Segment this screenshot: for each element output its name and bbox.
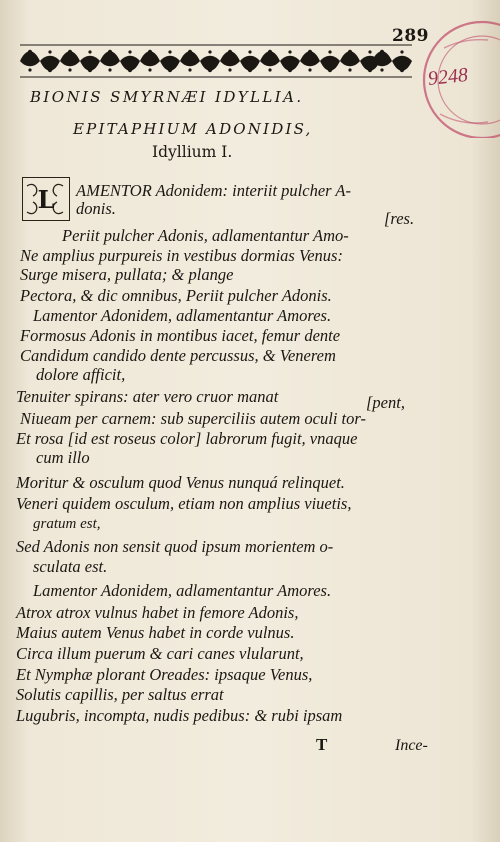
- text-line: Lamentor Adonidem, adlamentantur Amores.: [33, 581, 332, 600]
- text-line: Lugubris, incompta, nudis pedibus: & rubi ipsam: [16, 706, 343, 725]
- ornamental-headpiece: [20, 44, 412, 78]
- text-line: Sed Adonis non sensit quod ipsum morientem o-: [16, 537, 334, 556]
- text-line: Veneri quidem osculum, etiam non amplius viuetis,: [16, 494, 352, 513]
- text-line: Tenuiter spirans: ater vero cruor manat: [16, 387, 279, 406]
- text-line: Candidum candido dente percussus, & Venerem: [20, 346, 336, 365]
- text-line: Et rosa [id est roseus color] labrorum fugit, vnaque: [16, 429, 358, 448]
- catchword: Ince-: [395, 737, 428, 754]
- text-line: Ne amplius purpureis in vestibus dormias Venus:: [20, 246, 343, 265]
- decorated-initial: [22, 177, 70, 221]
- initial-letter: L: [37, 185, 55, 214]
- text-line: Formosus Adonis in montibus iacet, femur dente: [20, 326, 341, 345]
- poem-subtitle: Idyllium I.: [152, 143, 233, 161]
- text-line: Moritur & osculum quod Venus nunquá relinquet.: [16, 473, 345, 492]
- text-line: dolore afficit,: [36, 365, 126, 384]
- text-line: Et Nymphæ plorant Oreades: ipsaque Venus,: [16, 665, 313, 684]
- text-line: [res.: [384, 209, 415, 228]
- text-line: AMENTOR Adonidem: interiit pulcher A-: [76, 181, 351, 200]
- text-line: Periit pulcher Adonis, adlamentantur Amo-: [62, 226, 349, 245]
- text-line: Maius autem Venus habet in corde vulnus.: [16, 623, 295, 642]
- page-number: 289: [392, 26, 429, 46]
- text-line: Atrox atrox vulnus habet in femore Adonis,: [16, 603, 299, 622]
- poem-title: EPITAPHIUM ADONIDIS,: [73, 120, 313, 138]
- shelfmark-handwritten: 9248: [426, 63, 469, 91]
- text-line: Pectora, & dic omnibus, Periit pulcher Adonis.: [20, 286, 332, 305]
- text-line: donis.: [76, 199, 116, 218]
- signature-mark: T: [316, 735, 328, 754]
- work-title: BIONIS SMYRNÆI IDYLLIA.: [30, 88, 304, 106]
- text-line: Surge misera, pullata; & plange: [20, 265, 234, 284]
- text-line: Lamentor Adonidem, adlamentantur Amores.: [33, 306, 332, 325]
- text-line: Niueam per carnem: sub superciliis autem oculi tor-: [20, 409, 366, 428]
- text-line: gratum est,: [33, 516, 101, 532]
- text-line: Circa illum puerum & cari canes vlularunt,: [16, 644, 304, 663]
- text-line: [pent,: [366, 393, 405, 412]
- text-line: Solutis capillis, per saltus errat: [16, 685, 224, 704]
- text-line: sculata est.: [33, 557, 108, 576]
- text-line: cum illo: [36, 448, 90, 467]
